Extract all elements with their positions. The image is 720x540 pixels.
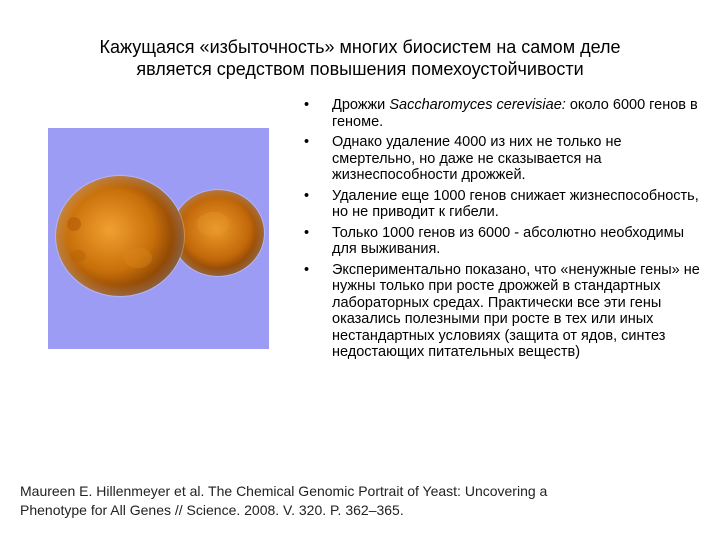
bullet-item: [302, 188, 702, 221]
bullet-marker: •: [304, 134, 310, 150]
citation-line-1: Maureen E. Hillenmeyer et al. The Chemical Genomic Portrait of Yeast: Uncovering a: [20, 483, 548, 499]
bullet-text: Удаление еще 1000 генов снижает жизнеспособность, но не приводит к гибели.: [332, 187, 699, 220]
bullet-text: Однако удаление 4000 из них не только не смертельно, но даже не сказывается на жизнеспособности дрожжей.: [332, 134, 622, 183]
bullet-marker: •: [304, 224, 310, 241]
bullet-marker: •: [304, 261, 310, 278]
slide-title: [40, 36, 680, 80]
bullet-item: [302, 262, 702, 361]
bullet-item: [302, 97, 702, 130]
citation: [20, 482, 700, 520]
bullet-text-prefix: Дрожжи: [332, 97, 390, 113]
bullet-text: Экспериментально показано, что «ненужные гены» не нужны только при росте дрожжей в стандартных лабораторных средах. Практически все эти гены оказались полезными при росте в тех или иных нестандартных условиях (защита от ядов, синтез недостающих питательных веществ): [332, 261, 700, 360]
bullet-marker: •: [304, 97, 310, 113]
title-line-2: является средством повышения помехоустойчивости: [136, 59, 584, 79]
bullet-list: [302, 97, 702, 365]
bullet-text: Только 1000 генов из 6000 - абсолютно необходимы для выживания.: [332, 224, 684, 257]
title-line-1: Кажущаяся «избыточность» многих биосистем на самом деле: [99, 37, 621, 57]
yeast-cell-illustration: [48, 128, 269, 349]
species-name: Saccharomyces cerevisiae:: [389, 97, 566, 113]
bullet-item: [302, 225, 702, 258]
bullet-marker: •: [304, 187, 310, 204]
citation-line-2: Phenotype for All Genes // Science. 2008. V. 320. P. 362–365.: [20, 502, 404, 518]
yeast-micrograph: [48, 128, 269, 349]
bullet-item: [302, 134, 702, 184]
bullet-text-suffix: около 6000 генов в геноме.: [332, 97, 698, 130]
